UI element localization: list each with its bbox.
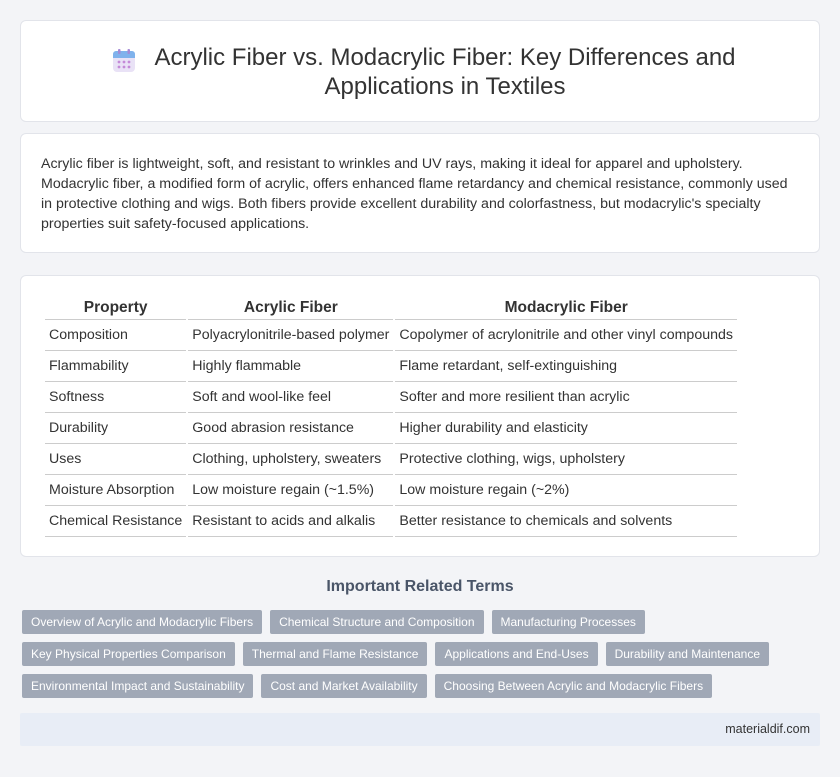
table-cell: Copolymer of acrylonitrile and other vinyl compounds bbox=[395, 320, 737, 351]
table-cell: Low moisture regain (~1.5%) bbox=[188, 475, 393, 506]
related-term-tag[interactable]: Chemical Structure and Composition bbox=[270, 610, 483, 634]
summary-text: Acrylic fiber is lightweight, soft, and resistant to wrinkles and UV rays, making it ideal for apparel and upholstery. Modacrylic fiber, a modified form of acrylic, offers enhanced flame retardancy and chemical resistance, commonly used in protective clothing and wigs. Both fibers provide excellent durability and colorfastness, but modacrylic's specialty properties suit safety-focused applications. bbox=[41, 156, 788, 232]
table-row bbox=[45, 413, 737, 444]
table-cell: Moisture Absorption bbox=[45, 475, 186, 506]
footer-site-link[interactable]: materialdif.com bbox=[725, 722, 810, 736]
table-cell: Clothing, upholstery, sweaters bbox=[188, 444, 393, 475]
table-cell: Resistant to acids and alkalis bbox=[188, 506, 393, 537]
table-cell: Low moisture regain (~2%) bbox=[395, 475, 737, 506]
related-term-tag[interactable]: Overview of Acrylic and Modacrylic Fibers bbox=[22, 610, 262, 634]
calendar-icon bbox=[111, 48, 137, 74]
column-header-property: Property bbox=[45, 296, 186, 320]
table-row bbox=[45, 320, 737, 351]
table-row bbox=[45, 382, 737, 413]
page-title: Acrylic Fiber vs. Modacrylic Fiber: Key Differences and Applications in Textiles bbox=[154, 44, 736, 100]
related-terms bbox=[22, 610, 802, 706]
related-terms-heading: Important Related Terms bbox=[326, 578, 514, 595]
table-cell: Good abrasion resistance bbox=[188, 413, 393, 444]
column-header-modacrylic: Modacrylic Fiber bbox=[395, 296, 737, 320]
table-cell: Softness bbox=[45, 382, 186, 413]
tag-row bbox=[22, 610, 802, 634]
related-term-tag[interactable]: Applications and End-Uses bbox=[435, 642, 597, 666]
related-term-tag[interactable]: Environmental Impact and Sustainability bbox=[22, 674, 253, 698]
column-header-acrylic: Acrylic Fiber bbox=[188, 296, 393, 320]
table-cell: Uses bbox=[45, 444, 186, 475]
footer bbox=[20, 713, 820, 746]
table-row bbox=[45, 351, 737, 382]
table-cell: Protective clothing, wigs, upholstery bbox=[395, 444, 737, 475]
related-term-tag[interactable]: Key Physical Properties Comparison bbox=[22, 642, 235, 666]
table-cell: Flammability bbox=[45, 351, 186, 382]
summary-card bbox=[20, 133, 820, 253]
related-term-tag[interactable]: Choosing Between Acrylic and Modacrylic Fibers bbox=[435, 674, 712, 698]
tag-row bbox=[22, 642, 802, 666]
table-row bbox=[45, 506, 737, 537]
table-row bbox=[45, 444, 737, 475]
table-cell: Soft and wool-like feel bbox=[188, 382, 393, 413]
table-header-row bbox=[45, 296, 737, 320]
table-row bbox=[45, 475, 737, 506]
tag-row bbox=[22, 674, 802, 698]
related-term-tag[interactable]: Manufacturing Processes bbox=[492, 610, 645, 634]
table-cell: Better resistance to chemicals and solvents bbox=[395, 506, 737, 537]
table-cell: Softer and more resilient than acrylic bbox=[395, 382, 737, 413]
table-cell: Higher durability and elasticity bbox=[395, 413, 737, 444]
related-term-tag[interactable]: Durability and Maintenance bbox=[606, 642, 769, 666]
title-wrap bbox=[21, 43, 819, 101]
table-cell: Highly flammable bbox=[188, 351, 393, 382]
table-cell: Composition bbox=[45, 320, 186, 351]
table-cell: Chemical Resistance bbox=[45, 506, 186, 537]
comparison-table bbox=[43, 296, 739, 537]
related-term-tag[interactable]: Cost and Market Availability bbox=[261, 674, 426, 698]
table-cell: Polyacrylonitrile-based polymer bbox=[188, 320, 393, 351]
title-card bbox=[20, 20, 820, 122]
table-cell: Durability bbox=[45, 413, 186, 444]
comparison-card bbox=[20, 275, 820, 557]
related-term-tag[interactable]: Thermal and Flame Resistance bbox=[243, 642, 428, 666]
table-cell: Flame retardant, self-extinguishing bbox=[395, 351, 737, 382]
